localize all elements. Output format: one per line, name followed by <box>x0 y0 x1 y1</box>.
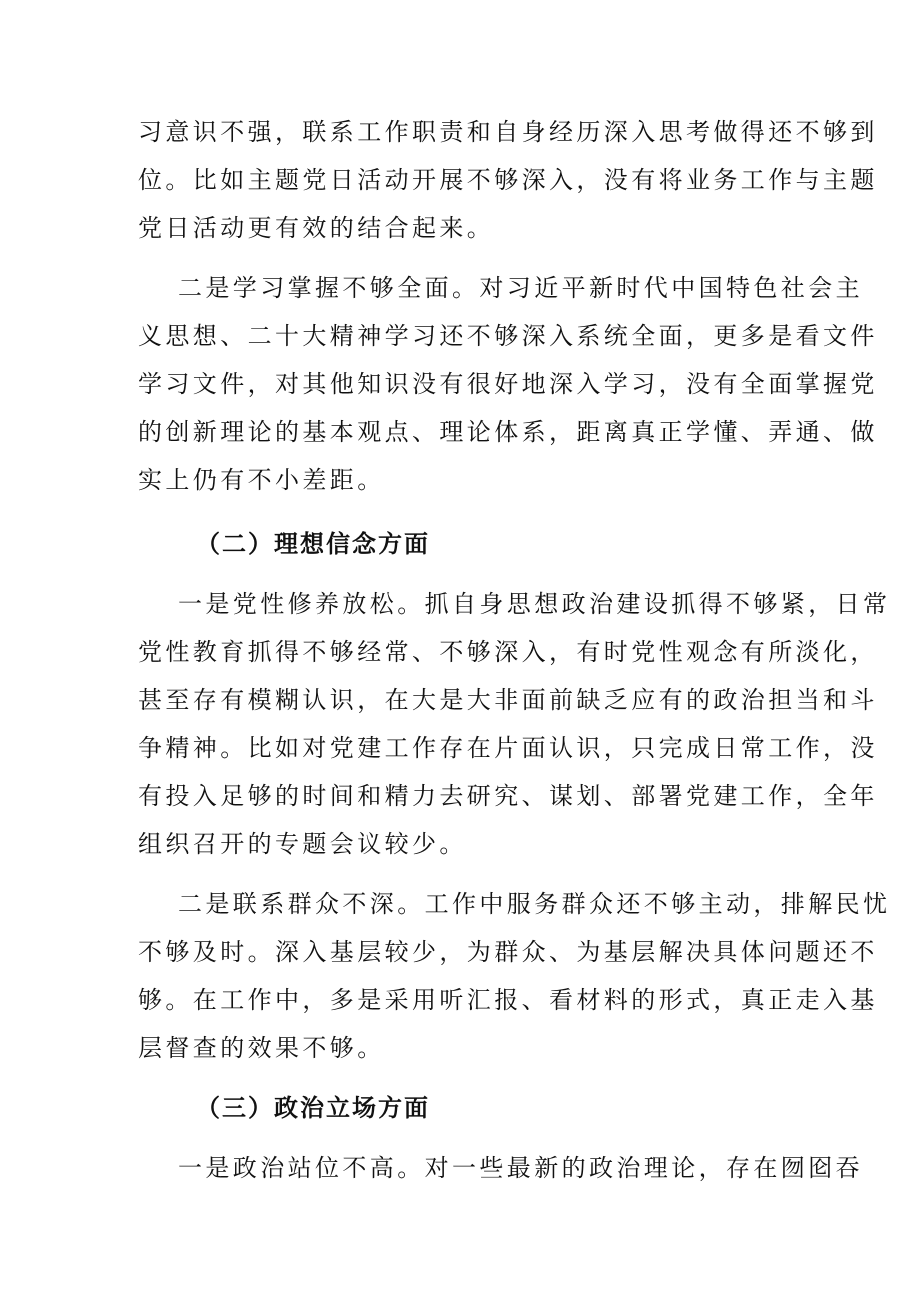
paragraph-line: 够。在工作中，多是采用听汇报、看材料的形式，真正走入基 <box>138 986 878 1014</box>
paragraph-line: 习意识不强，联系工作职责和自身经历深入思考做得还不够到 <box>138 118 878 146</box>
paragraph-line: 不够及时。深入基层较少，为群众、为基层解决具体问题还不 <box>138 938 878 966</box>
section-heading-ideals: （二）理想信念方面 <box>196 530 430 558</box>
paragraph-line: 党性教育抓得不够经常、不够深入，有时党性观念有所淡化， <box>138 638 878 666</box>
paragraph-line: 的创新理论的基本观点、理论体系，距离真正学懂、弄通、做 <box>138 418 878 446</box>
paragraph-line: 争精神。比如对党建工作存在片面认识，只完成日常工作，没 <box>138 734 878 762</box>
section-heading-political: （三）政治立场方面 <box>196 1094 430 1122</box>
paragraph-line: 甚至存有模糊认识，在大是大非面前缺乏应有的政治担当和斗 <box>138 686 878 714</box>
paragraph-line: 位。比如主题党日活动开展不够深入，没有将业务工作与主题 <box>138 166 878 194</box>
paragraph-line: 义思想、二十大精神学习还不够深入系统全面，更多是看文件 <box>138 322 878 350</box>
paragraph-line: 一是党性修养放松。抓自身思想政治建设抓得不够紧，日常 <box>178 590 891 618</box>
paragraph-line: 有投入足够的时间和精力去研究、谋划、部署党建工作，全年 <box>138 782 878 810</box>
paragraph-line: 层督查的效果不够。 <box>138 1034 385 1062</box>
paragraph-line: 组织召开的专题会议较少。 <box>138 830 467 858</box>
paragraph-line: 党日活动更有效的结合起来。 <box>138 214 495 242</box>
paragraph-line: 一是政治站位不高。对一些最新的政治理论，存在囫囵吞 <box>178 1154 863 1182</box>
paragraph-line: 学习文件，对其他知识没有很好地深入学习，没有全面掌握党 <box>138 370 878 398</box>
paragraph-line: 实上仍有不小差距。 <box>138 466 385 494</box>
paragraph-line: 二是学习掌握不够全面。对习近平新时代中国特色社会主 <box>178 274 863 302</box>
paragraph-line: 二是联系群众不深。工作中服务群众还不够主动，排解民忧 <box>178 890 891 918</box>
